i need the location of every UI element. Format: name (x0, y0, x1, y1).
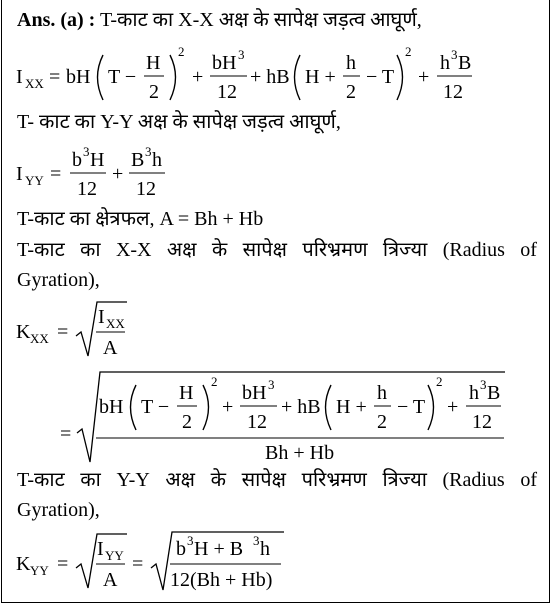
word: परिभ्रमण (301, 469, 367, 491)
kyy-r-num1: b (176, 538, 186, 560)
iyy-lhs: I (16, 163, 23, 185)
kxx-exp-t4-num2: B (487, 382, 501, 404)
ixx-t1-pre: bH (66, 66, 91, 88)
word: का (80, 239, 101, 261)
kyy-den: A (103, 569, 118, 591)
iyy-f2-den: 12 (136, 178, 156, 200)
kxx-exp-plus1: + (222, 396, 234, 418)
iyy-f2-exp: 3 (145, 144, 152, 159)
word: अक्ष (165, 469, 196, 491)
ixx-paren-r1 (170, 55, 176, 100)
word: Y-Y (116, 469, 150, 491)
kyy-r-den: 12(Bh + Hb) (170, 569, 273, 591)
ixx-paren-l1 (98, 55, 104, 100)
kxx-exp-t1-inner: T − (141, 396, 170, 418)
word: of (520, 239, 537, 261)
word: के (210, 469, 226, 491)
word: T-काट (17, 239, 65, 261)
ixx-t1-inner: T − (108, 66, 137, 88)
kyy-r-num-exp1: 3 (187, 533, 194, 548)
ixx-t3-exp: 2 (405, 44, 412, 59)
word: त्रिज्या (382, 469, 427, 491)
kxx-exp-eq: = (60, 423, 72, 445)
ixx-plus1: + (192, 66, 204, 88)
kyy-eq1: = (57, 553, 69, 575)
word: अक्ष (166, 239, 197, 261)
word: X-X (115, 239, 152, 261)
kxx-num: I (98, 306, 105, 328)
ixx-t4-num2: B (458, 52, 472, 74)
ixx-lhs-sub: XX (25, 76, 44, 91)
kyy-r-num-exp2: 3 (253, 533, 260, 548)
ixx-description: T-काट का X-X अक्ष के सापेक्ष जड़त्व आघूर्ण, (99, 9, 422, 31)
kxx-exp-t2-num-exp: 3 (268, 377, 275, 392)
word: (Radius (442, 239, 505, 261)
kyy-lhs: K (16, 553, 31, 575)
kxx-exp-t3-pre: + hB (281, 396, 321, 418)
kxx-exp-den: Bh + Hb (265, 442, 335, 464)
gyration-line-2: Gyration), (17, 499, 100, 521)
kxx-exp-t1-exp: 2 (211, 374, 218, 389)
kxx-formula (16, 302, 127, 359)
word: त्रिज्या (382, 239, 428, 261)
kxx-eq: = (57, 321, 69, 343)
word: के (211, 239, 228, 261)
ixx-t3-inner2: − T (366, 66, 395, 88)
kxx-exp-t1-num: H (179, 382, 194, 404)
word: (Radius (442, 469, 505, 491)
gyration-line-1: Gyration), (17, 269, 100, 291)
iyy-f1-exp: 3 (83, 144, 90, 159)
kxx-exp-t3-den: 2 (377, 411, 387, 433)
kxx-exp-t3-inner1: H + (336, 396, 367, 418)
iyy-f2-num1: B (131, 149, 145, 171)
ixx-plus2: + (418, 66, 430, 88)
ixx-lhs: I (16, 66, 23, 88)
area-line: T-काट का क्षेत्रफल, A = Bh + Hb (17, 208, 264, 230)
kxx-exp-t4-num-exp: 3 (480, 377, 487, 392)
word: T-काट (17, 469, 65, 491)
kyy-num: I (97, 538, 104, 560)
iyy-f1-den: 12 (77, 178, 97, 200)
kxx-exp-t3-exp: 2 (436, 374, 443, 389)
word: सापेक्ष (241, 469, 287, 491)
ixx-t4-den: 12 (443, 81, 463, 103)
kxx-exp-plus2: + (447, 396, 459, 418)
iyy-f1-num1: b (72, 149, 82, 171)
ixx-t1-den: 2 (149, 81, 159, 103)
ixx-t1-num: H (146, 52, 161, 74)
iyy-f2-num2: h (152, 149, 162, 171)
kxx-exp-t1-pre: bH (99, 396, 124, 418)
iyy-lhs-sub: YY (25, 173, 44, 188)
rog-xx-line (17, 240, 537, 260)
kyy-r-num3: h (260, 538, 270, 560)
ixx-formula (16, 44, 472, 103)
kyy-lhs-sub: YY (30, 563, 49, 578)
kxx-exp-t4-den: 12 (472, 411, 492, 433)
kyy-num-sub: YY (105, 548, 124, 563)
iyy-f1-num2: H (90, 149, 105, 171)
kxx-lhs-sub: XX (30, 331, 49, 346)
ixx-t2-den: 12 (217, 81, 237, 103)
word: सापेक्ष (242, 239, 287, 261)
kxx-exp-t4-num1: h (469, 382, 479, 404)
kxx-den: A (103, 337, 118, 359)
rog-yy-line (17, 470, 537, 490)
kxx-exp-t2-num: bH (242, 382, 267, 404)
kyy-r-num2: H + B (194, 538, 244, 560)
kyy-formula (16, 532, 284, 591)
ixx-t4-num-exp: 3 (451, 47, 458, 62)
ixx-eq: = (49, 66, 61, 88)
ixx-t2-num: bH (212, 52, 237, 74)
iyy-formula (16, 144, 165, 200)
word: परिभ्रमण (302, 239, 368, 261)
word: का (80, 469, 101, 491)
kxx-num-sub: XX (106, 316, 125, 331)
ixx-t2-num-exp: 3 (238, 47, 245, 62)
iyy-plus: + (112, 163, 124, 185)
ixx-t3-den: 2 (346, 81, 356, 103)
ixx-t3-num: h (346, 52, 356, 74)
kxx-lhs: K (16, 321, 31, 343)
ixx-t4-num1: h (440, 52, 450, 74)
kxx-exp-t2-den: 12 (247, 411, 267, 433)
iyy-eq: = (50, 163, 62, 185)
kxx-exp-t3-num: h (377, 382, 387, 404)
kxx-expanded-formula (60, 372, 505, 464)
ixx-t3-pre: + hB (250, 66, 290, 88)
ixx-t3-inner1: H + (305, 66, 336, 88)
iyy-description: T- काट का Y-Y अक्ष के सापेक्ष जड़त्व आघूर्ण, (17, 111, 341, 133)
word: of (520, 469, 537, 491)
kxx-exp-t3-inner2: − T (397, 396, 426, 418)
kxx-exp-t1-den: 2 (182, 411, 192, 433)
ixx-t1-exp: 2 (178, 44, 185, 59)
kyy-eq2: = (132, 553, 144, 575)
answer-label: Ans. (a) : (17, 9, 96, 31)
